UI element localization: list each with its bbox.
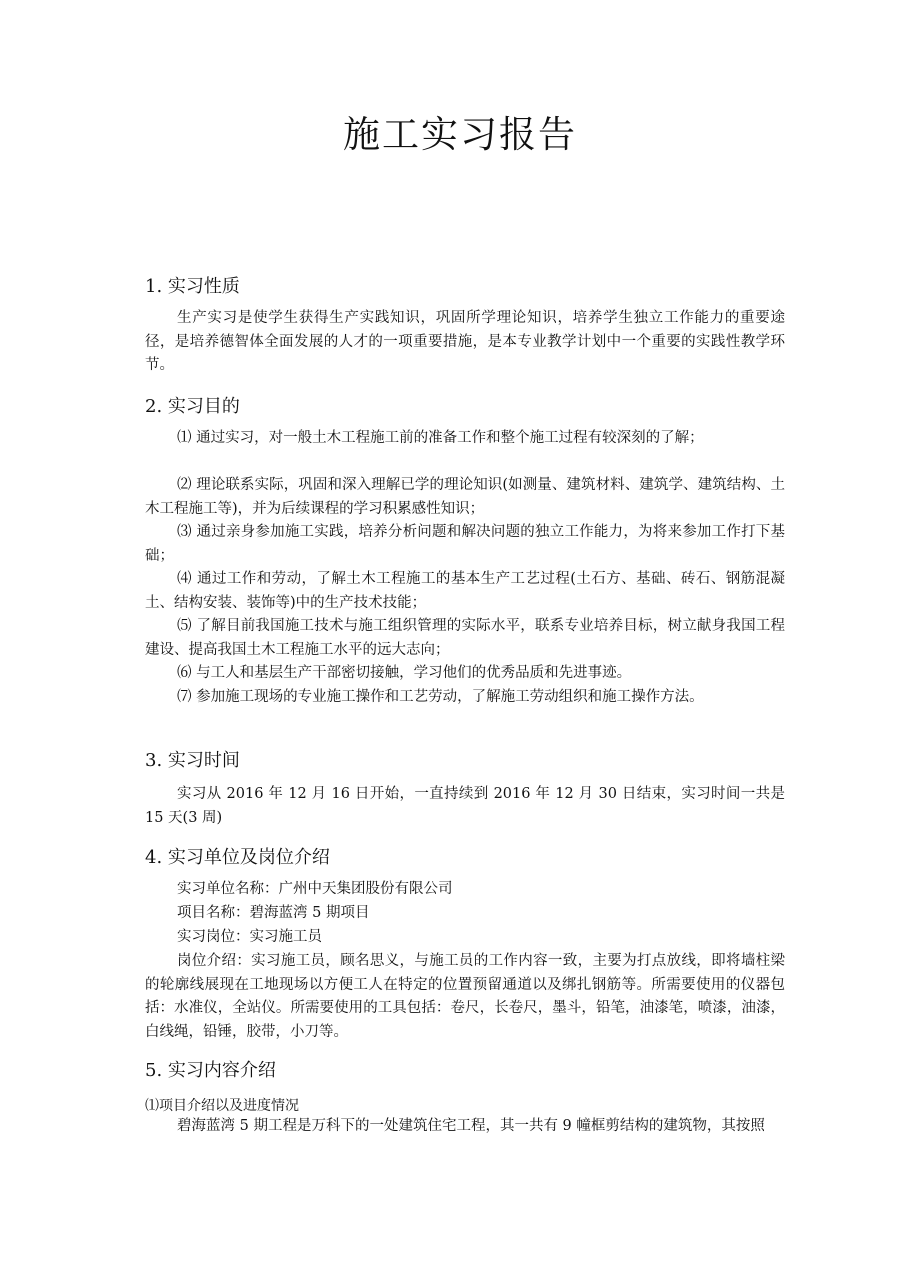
position-line: 实习岗位：实习施工员 — [177, 929, 322, 945]
objective-item-3: ⑶ 通过亲身参加施工实践，培养分析问题和解决问题的独立工作能力，为将来参加工作打下基础； — [145, 524, 785, 564]
company-name-line: 实习单位名称：广州中天集团股份有限公司 — [177, 881, 453, 897]
objective-item-4: ⑷ 通过工作和劳动，了解土木工程施工的基本生产工艺过程(土石方、基础、砖石、钢筋混凝土、结构安装、装饰等)中的生产技术技能； — [145, 571, 785, 611]
objective-item-6: ⑹ 与工人和基层生产干部密切接触，学习他们的优秀品质和先进事迹。 — [177, 665, 632, 681]
section-3-paragraph: 实习从 2016 年 12 月 16 日开始，一直持续到 2016 年 12 月 30 日结束，实习时间一共是 15 天(3 周) — [145, 786, 785, 826]
section-heading-3: 3. 实习时间 — [145, 750, 240, 771]
section-heading-1: 1. 实习性质 — [145, 276, 240, 297]
objective-item-2: ⑵ 理论联系实际，巩固和深入理解已学的理论知识(如测量、建筑材料、建筑学、建筑结构、土木工程施工等)，并为后续课程的学习积累感性知识； — [145, 477, 785, 517]
project-name-line: 项目名称：碧海蓝湾 5 期项目 — [177, 905, 370, 921]
section-heading-4: 4. 实习单位及岗位介绍 — [145, 847, 330, 868]
objective-item-7: ⑺ 参加施工现场的专业施工操作和工艺劳动，了解施工劳动组织和施工操作方法。 — [177, 689, 704, 705]
document-title: 施工实习报告 — [343, 113, 577, 156]
section-1-paragraph: 生产实习是使学生获得生产实践知识，巩固所学理论知识，培养学生独立工作能力的重要途径，是培养德智体全面发展的人才的一项重要措施，是本专业教学计划中一个重要的实践性教学环节。 — [145, 310, 785, 373]
subsection-heading: ⑴项目介绍以及进度情况 — [145, 1098, 299, 1114]
section-5-paragraph: 碧海蓝湾 5 期工程是万科下的一处建筑住宅工程，其一共有 9 幢框剪结构的建筑物，其按照 — [177, 1118, 765, 1134]
objective-item-1: ⑴ 通过实习，对一般土木工程施工前的准备工作和整个施工过程有较深刻的了解； — [177, 430, 704, 446]
objective-item-5: ⑸ 了解目前我国施工技术与施工组织管理的实际水平，联系专业培养目标，树立献身我国工程建设、提高我国土木工程施工水平的远大志向； — [145, 618, 785, 658]
section-heading-2: 2. 实习目的 — [145, 396, 240, 417]
section-heading-5: 5. 实习内容介绍 — [145, 1060, 276, 1081]
position-description: 岗位介绍：实习施工员，顾名思义，与施工员的工作内容一致，主要为打点放线，即将墙柱梁的轮廓线展现在工地现场以方便工人在特定的位置预留通道以及绑扎钢筋等。所需要使用的仪器包括：水准仪，全站仪。所需要使用的工具包括：卷尺，长卷尺，墨斗，铅笔，油漆笔，喷漆，油漆，白线绳，铅锤，胶带，小刀等。 — [145, 953, 785, 1040]
